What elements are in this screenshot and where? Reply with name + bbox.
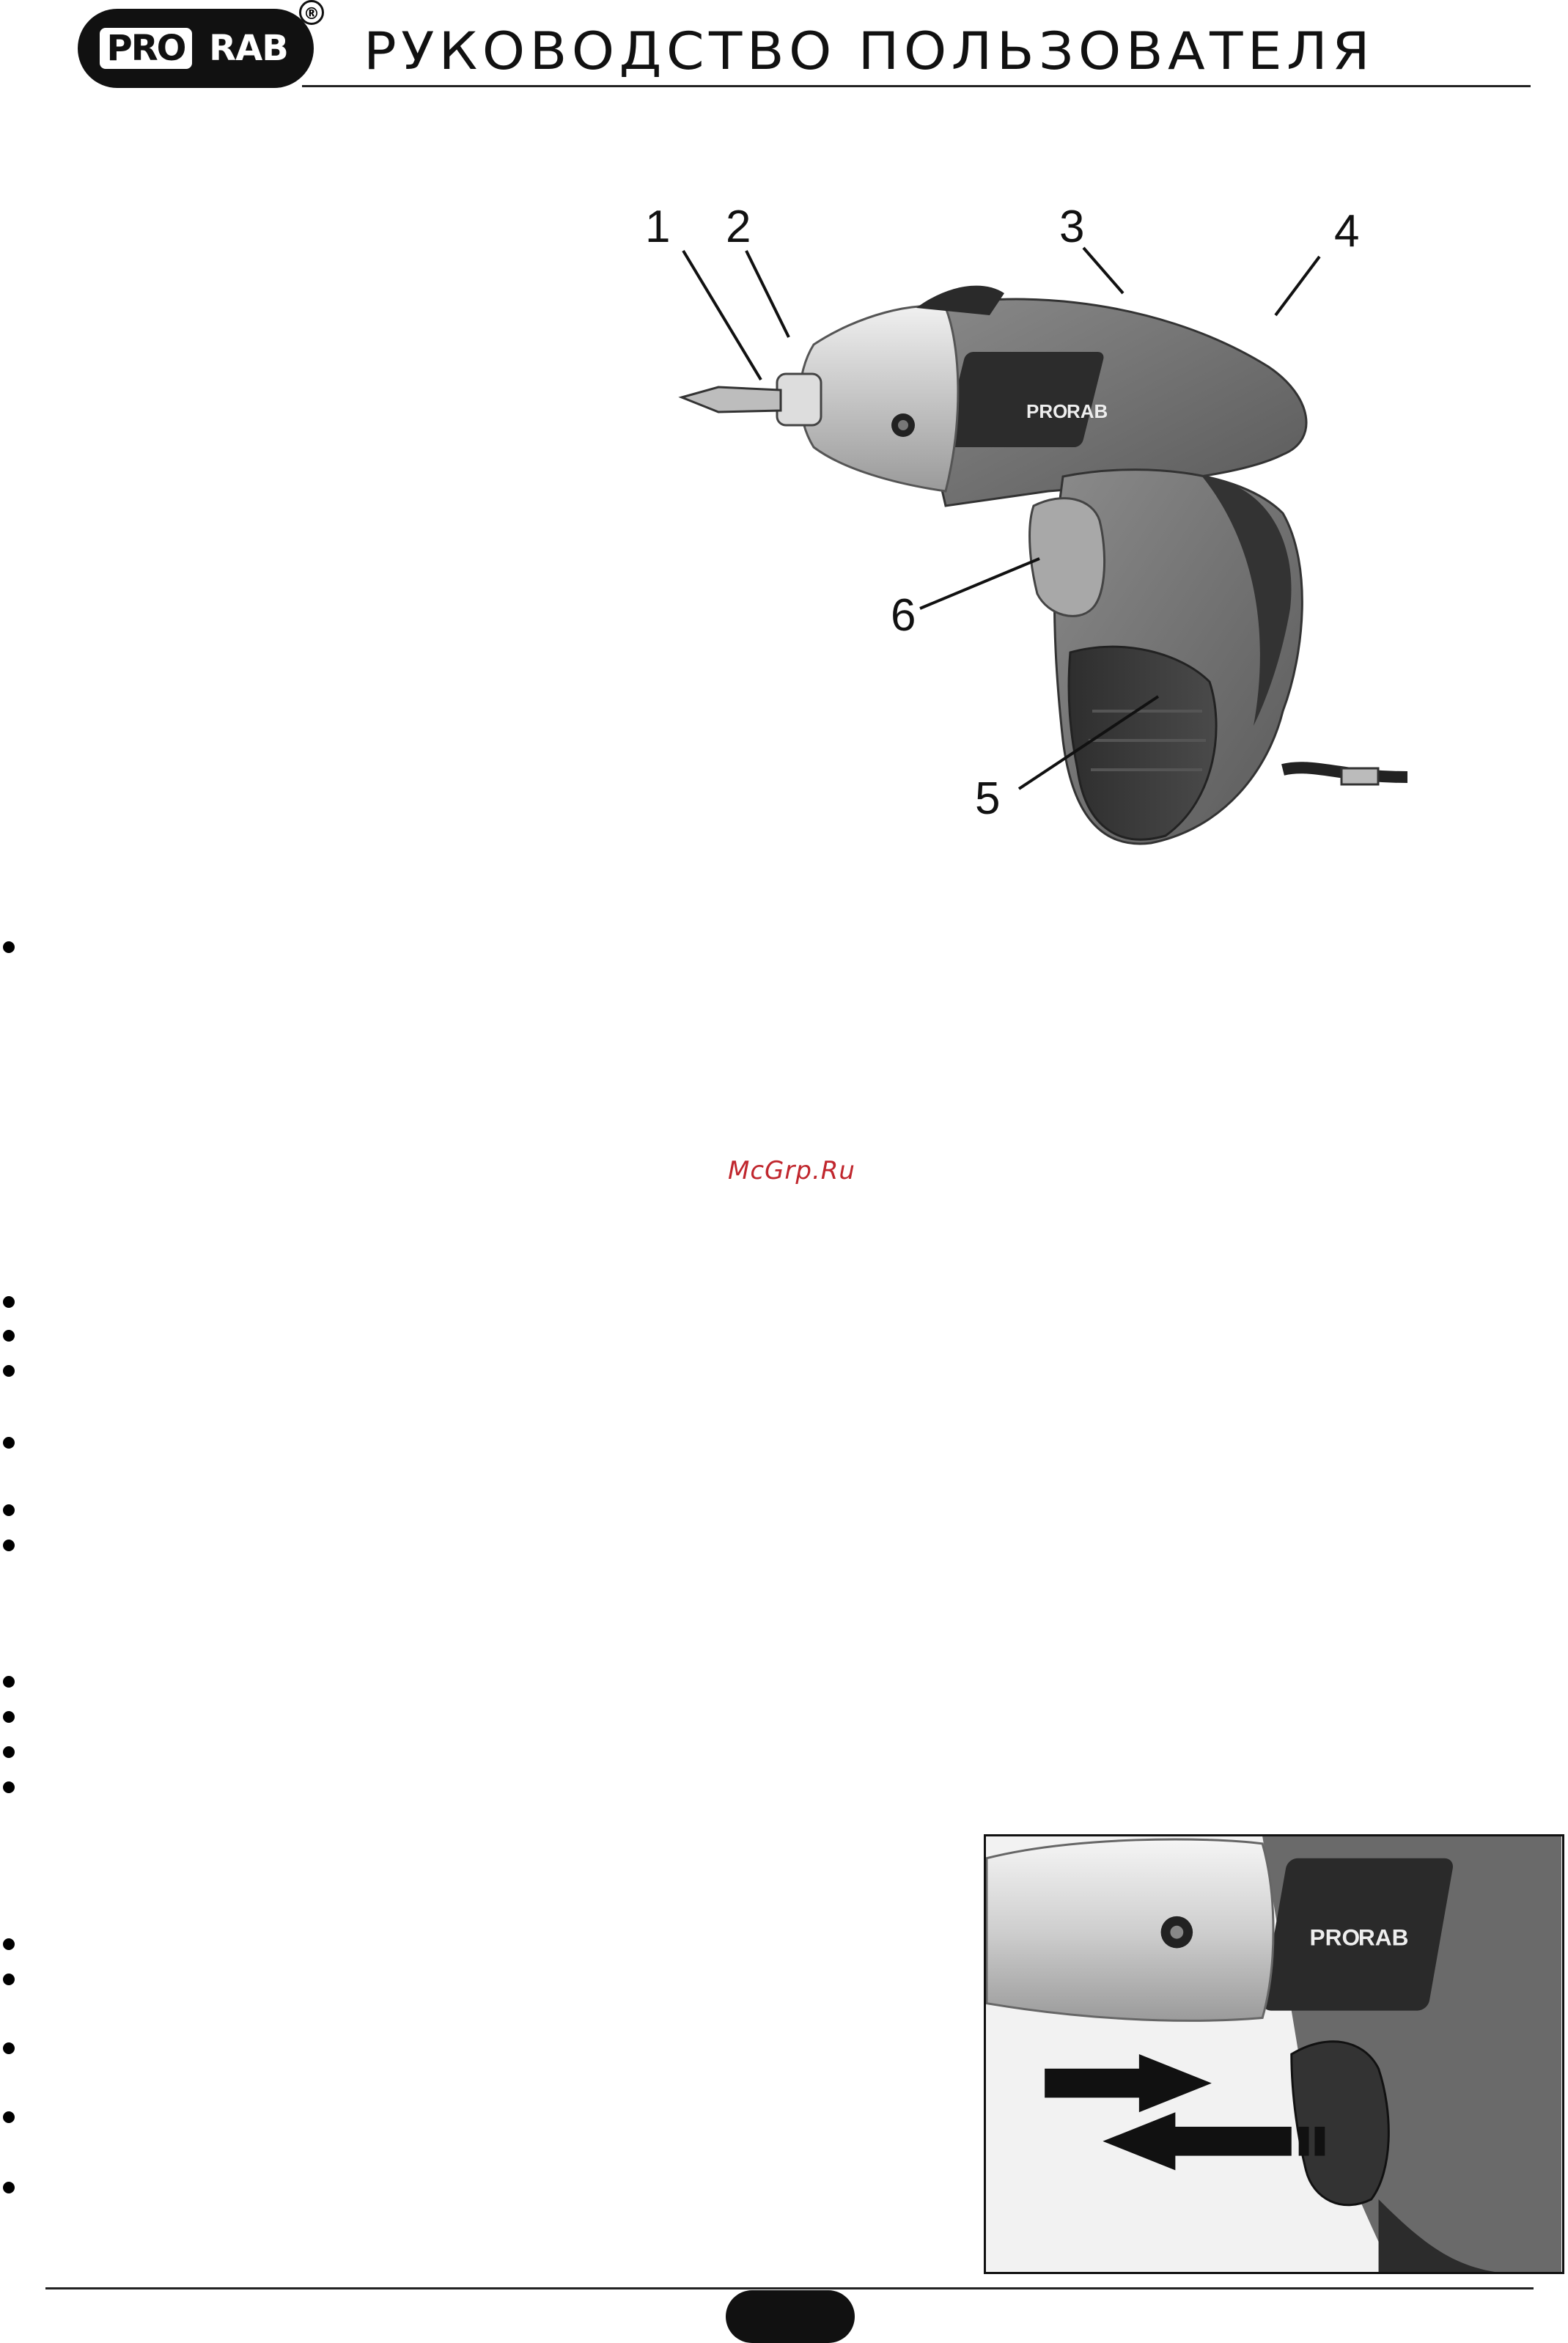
list-bullet (3, 1938, 15, 1950)
list-bullet (3, 1974, 15, 1985)
inset-illustration (986, 1836, 1562, 2272)
inset-logo-rab: RAB (1358, 1924, 1409, 1951)
registered-mark: ® (299, 0, 324, 25)
screwdriver-figure (638, 198, 1415, 902)
list-bullet (3, 2182, 15, 2193)
list-bullet (3, 1781, 15, 1793)
callout-1: 1 (645, 202, 671, 252)
svg-text:RAB: RAB (1067, 400, 1108, 422)
list-bullet (3, 1746, 15, 1758)
list-bullet (3, 1296, 15, 1308)
logo-rab-text: RAB (209, 28, 288, 69)
footer-divider (45, 2287, 1534, 2289)
logo-pro-text: PRO (100, 28, 192, 69)
list-bullet (3, 2042, 15, 2054)
callout-5: 5 (975, 773, 1001, 824)
header-divider (302, 85, 1531, 87)
list-bullet (3, 1711, 15, 1723)
callout-2: 2 (726, 202, 751, 252)
inset-logo-pro: PRO (1309, 1924, 1361, 1951)
page-header-title: РУКОВОДСТВО ПОЛЬЗОВАТЕЛЯ (364, 21, 1375, 81)
list-bullet (3, 1540, 15, 1551)
body-logo-plate (942, 352, 1105, 447)
list-bullet (3, 1504, 15, 1516)
trigger-switch (1030, 499, 1105, 617)
screwdriver-bit (682, 387, 781, 412)
inset-nose (987, 1839, 1273, 2020)
callout-3: 3 (1059, 202, 1085, 252)
nose-cone (800, 306, 958, 491)
callout-6: 6 (891, 590, 916, 641)
page-number-badge (726, 2290, 855, 2343)
svg-text:PRO: PRO (1026, 400, 1068, 422)
list-bullet (3, 1437, 15, 1449)
watermark-link[interactable]: McGrp.Ru (728, 1156, 855, 1185)
chuck-collar (777, 374, 821, 425)
brand-logo (78, 9, 314, 88)
direction-switch-figure (984, 1834, 1564, 2274)
list-bullet (3, 2111, 15, 2123)
list-bullet (3, 1330, 15, 1342)
list-bullet (3, 1676, 15, 1688)
list-bullet (3, 1365, 15, 1377)
callout-4: 4 (1334, 206, 1360, 257)
list-bullet (3, 941, 15, 953)
